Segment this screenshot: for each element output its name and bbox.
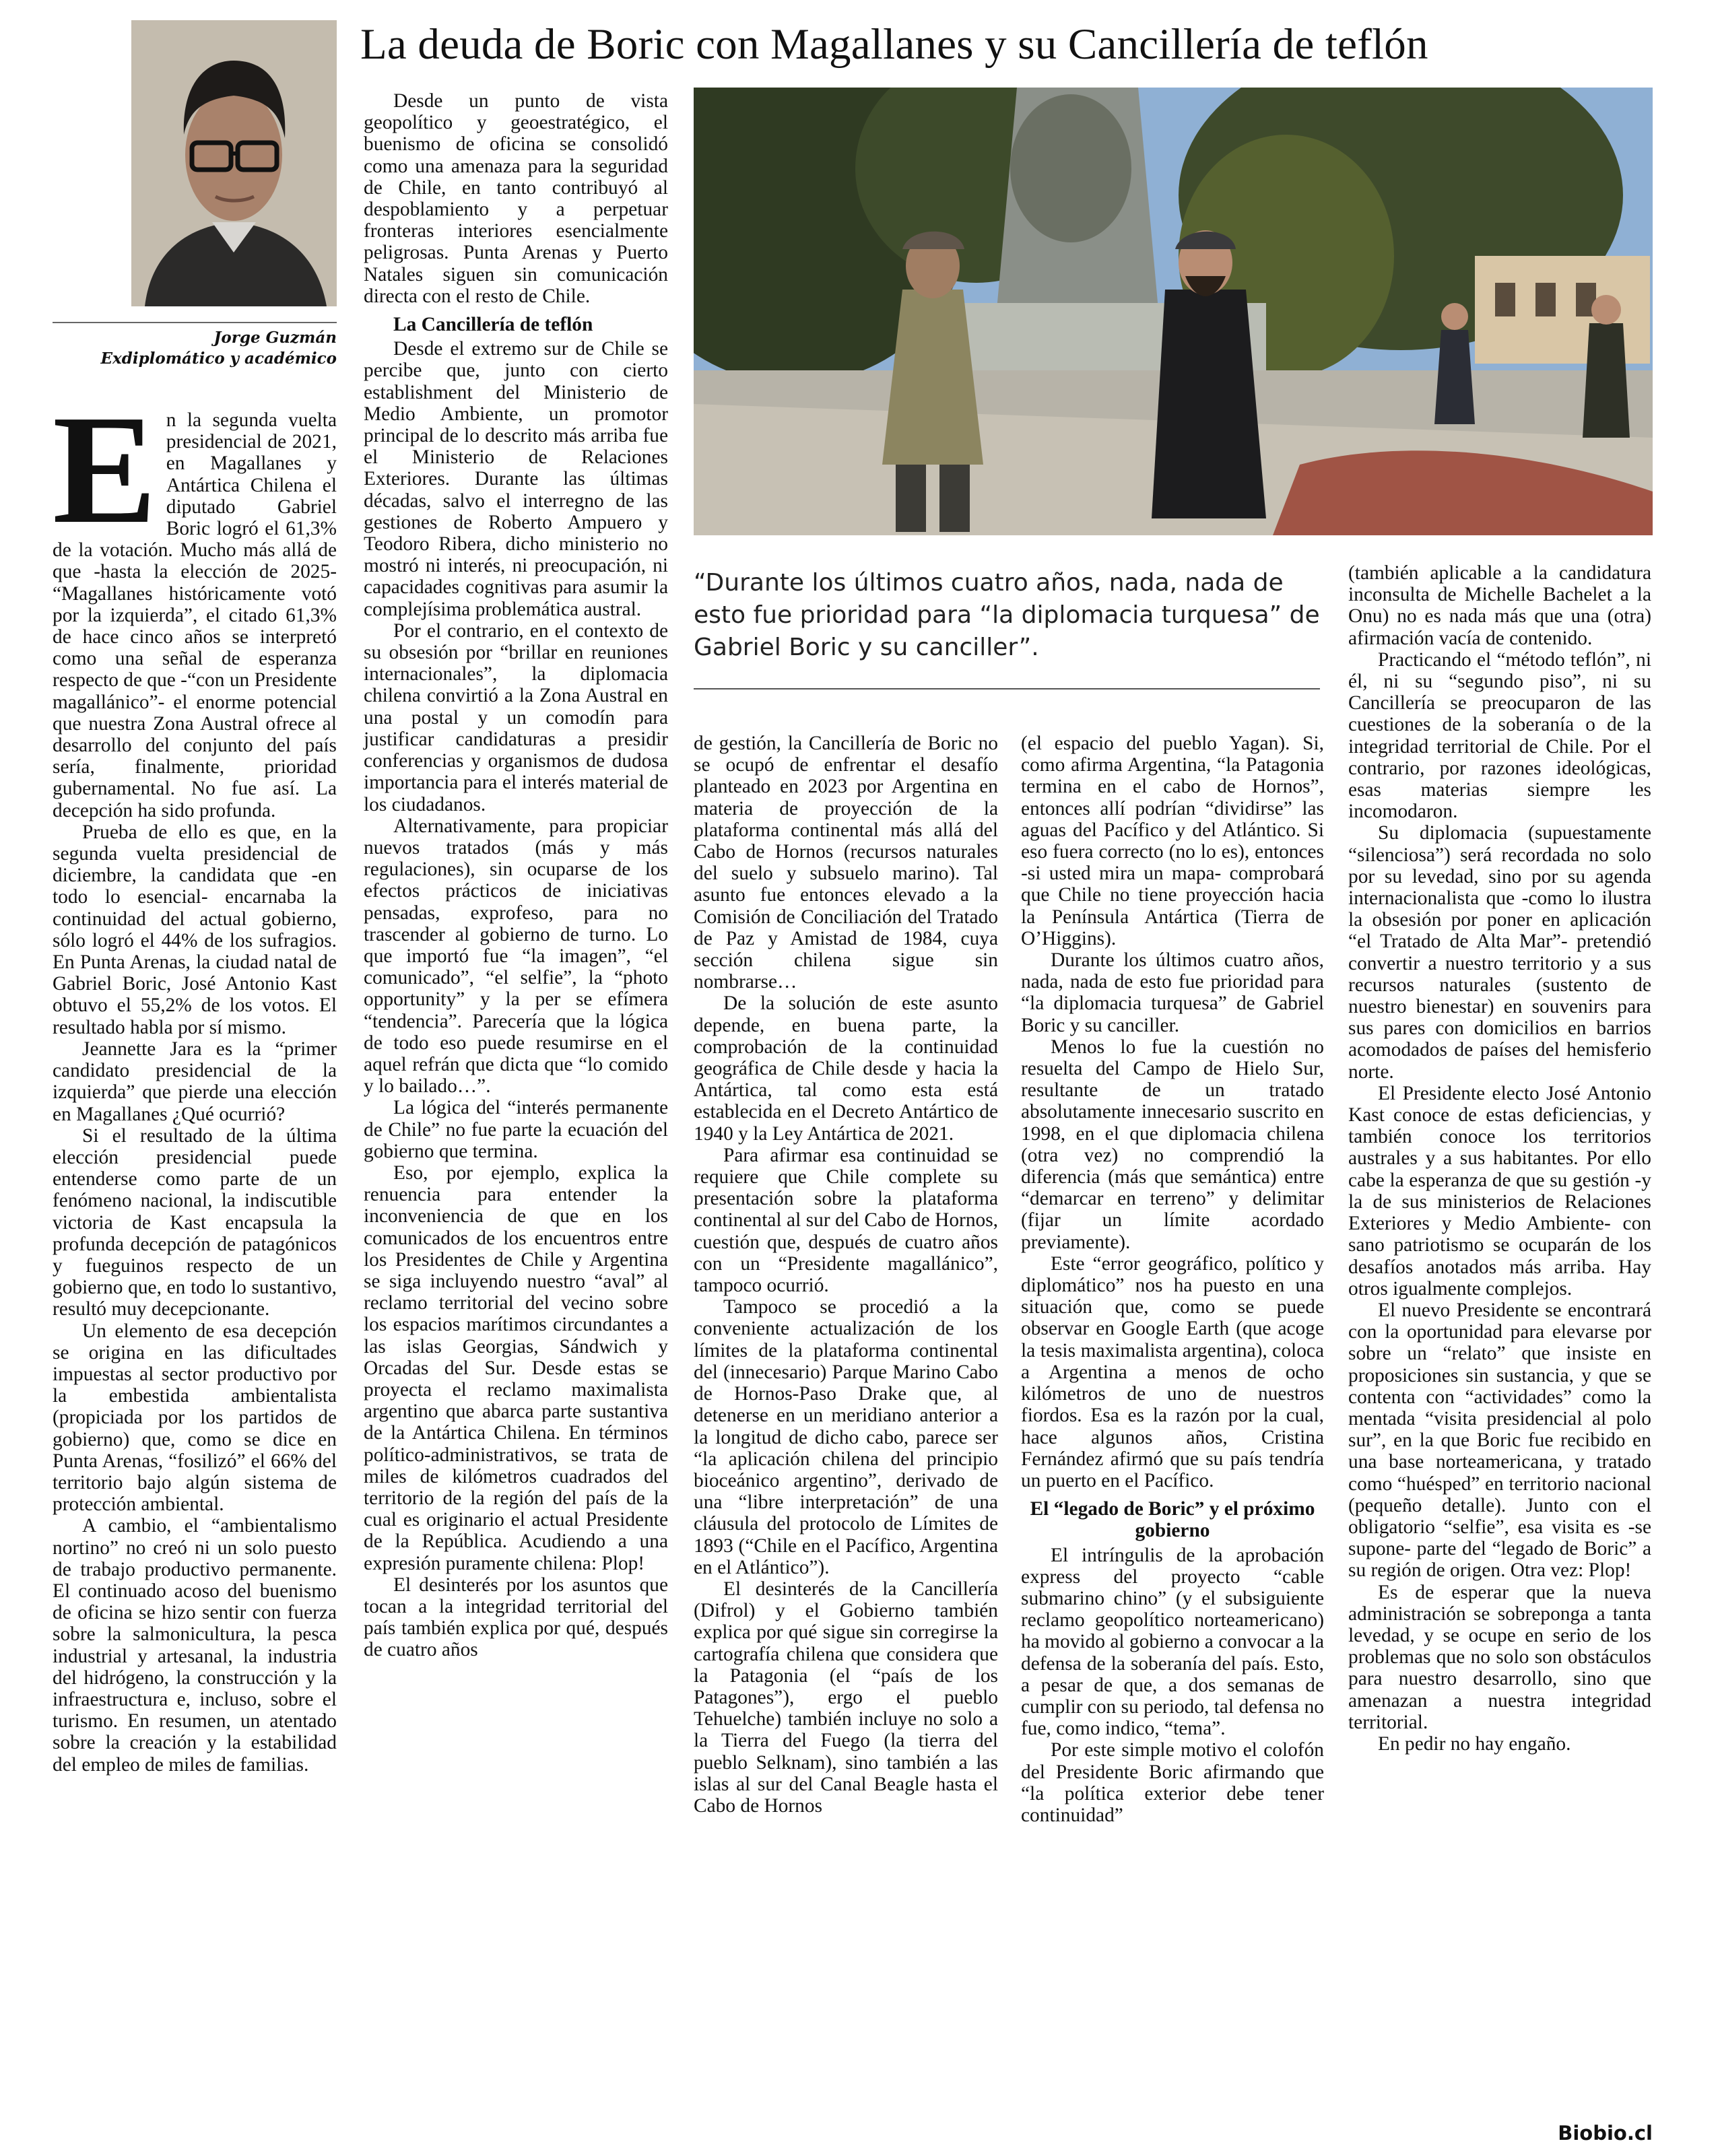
paragraph: De la solución de este asunto depende, en buena parte, la comprobación de la continuidad geográfica de Chile desde y hacia la Antártica, tal como esta está establecida en el Decreto Antártico de 1940 y la Ley Antártica de 2021. (694, 992, 998, 1145)
author-rule (53, 322, 337, 323)
paragraph: Es de esperar que la nueva administración se sobreponga a tanta levedad, y se ocupe en serio de los problemas que no solo son obstáculos para nuestro desarrollo, sino que amenazan a nuestra integridad territorial. (1348, 1581, 1651, 1733)
source-credit: Biobio.cl (1558, 2122, 1653, 2145)
author-role: Exdiplomático y académico (100, 349, 337, 368)
pull-quote: “Durante los últimos cuatro años, nada, nada de esto fue prioridad para “la diplomacia turquesa” de Gabriel Boric y su canciller”. (694, 569, 1320, 661)
paragraph: El desinterés por los asuntos que tocan a la integridad territorial del país también explica por qué, después de cuatro años (364, 1574, 668, 1661)
paragraph: Durante los últimos cuatro años, nada, nada de esto fue prioridad para “la diplomacia turquesa” de Gabriel Boric y su canciller. (1021, 949, 1324, 1036)
subheading: La Cancillería de teflón (393, 314, 593, 336)
drop-cap: E (53, 383, 157, 556)
paragraph: A cambio, el “ambientalismo nortino” no creó ni un solo puesto de trabajo productivo permanente. El continuado acoso del buenismo de oficina se hizo sentir con fuerza sobre la salmonicultura, la pesca industrial y artesanal, la industria del hidrógeno, la construcción y la infraestructura e, incluso, sobre el turismo. En resumen, un atentado sobre la creación y la estabilidad del empleo de miles de familias. (53, 1515, 337, 1776)
paragraph: Menos lo fue la cuestión no resuelta del Campo de Hielo Sur, resultante de un tratado absolutamente innecesario suscrito en 1998, en el que diplomacia chilena (otra vez) no comprendió la diferencia (más que semántica) entre “demarcar en terreno” y delimitar (fijar un límite acordado previamente). (1021, 1036, 1324, 1253)
paragraph: Eso, por ejemplo, explica la renuencia para entender la inconveniencia de que en los comunicados de los encuentros entre los Presidentes de Chile y Argentina se siga incluyendo nuestro “aval” al reclamo territorial del vecino sobre los espacios marítimos circundantes a las islas Georgias, Sándwich y Orcadas del Sur. Desde estas se proyecta el reclamo maximalista argentino que abarca parte sustantiva de la Antártica Chilena. En términos político-administrativos, se trata de miles de kilómetros cuadrados del territorio de la región del país de la cual es originario el actual Presidente de la República. Acudiendo a una expresión puramente chilena: Plop! (364, 1161, 668, 1574)
paragraph: Prueba de ello es que, en la segunda vuelta presidencial de diciembre, la candidata que -en todo lo esencial- encarnaba la continuidad del actual gobierno, sólo logró el 44% de los sufragios. En Punta Arenas, la ciudad natal de Gabriel Boric, José Antonio Kast obtuvo el 55,2% de los votos. El resultado habla por sí mismo. (53, 821, 337, 1038)
paragraph: Para afirmar esa continuidad se requiere que Chile complete su presentación sobre la plataforma continental al sur del Cabo de Hornos, cuestión que, después de cuatro años con un “Presidente magallánico”, tampoco ocurrió. (694, 1144, 998, 1297)
author-name: Jorge Guzmán (213, 329, 337, 347)
author-photo (131, 20, 337, 306)
column-3 (694, 733, 998, 1817)
column-5 (1348, 562, 1651, 1755)
paragraph: En pedir no hay engaño. (1378, 1732, 1571, 1755)
subheading: El “legado de Boric” y el próximo gobierno (1030, 1498, 1315, 1542)
paragraph: de gestión, la Cancillería de Boric no se ocupó de enfrentar el desafío planteado en 2023 por Argentina en materia de proyección de la plataforma continental más allá del Cabo de Hornos (recursos naturales del suelo y subsuelo marino). Tal asunto fue entonces elevado a la Comisión de Conciliación del Tratado de Paz y Amistad de 1984, cuya sección chilena sigue sin nombrarse… (694, 733, 998, 993)
paragraph: El desinterés de la Cancillería (Difrol) y el Gobierno también explica por qué sigue sin corregirse la cartografía chilena que considera que la Patagonia (el “país de los Patagones”), ergo el pueblo Tehuelche) también incluye no solo a la Tierra del Fuego (la tierra del pueblo Selknam), sino también a las islas al sur del Canal Beagle hasta el Cabo de Hornos (694, 1578, 998, 1817)
column-2 (364, 90, 668, 1661)
paragraph: Practicando el “método teflón”, ni él, ni su “segundo piso”, ni su Cancillería se preocuparon de las cuestiones de la soberanía o de la integridad territorial de Chile. Por el contrario, por razones ideológicas, esas materias siempre les incomodaron. (1348, 648, 1651, 823)
paragraph: El intríngulis de la aprobación express del proyecto “cable submarino chino” (y el subsiguiente reclamo geopolítico norteamericano) ha movido al gobierno a convocar a la defensa de la soberanía del país. Esto, a pesar de que, a dos semanas de cumplir con su periodo, tal defensa no fue, como indico, “tema”. (1021, 1544, 1324, 1740)
column-4 (1021, 733, 1324, 1826)
article-photo (694, 88, 1653, 535)
paragraph: Por este simple motivo el colofón del Presidente Boric afirmando que “la política exterior debe tener continuidad” (1021, 1739, 1324, 1826)
paragraph: Tampoco se procedió a la conveniente actualización de los límites de la plataforma continental del (innecesario) Parque Marino Cabo de Hornos-Paso Drake que, al detenerse en un meridiano anterior a la longitud de dicho cabo, parece ser “la aplicación chilena del principio bioceánico argentino”, derivado de una “libre interpretación” de una cláusula del protocolo de Límites de 1893 (“Chile en el Pacífico, Argentina en el Atlántico”). (694, 1296, 998, 1578)
paragraph: (también aplicable a la candidatura inconsulta de Michelle Bachelet a la Onu) no es nada más que una (otra) afirmación vacía de contenido. (1348, 562, 1651, 649)
headline: La deuda de Boric con Magallanes y su Cancillería de teflón (360, 20, 1428, 69)
paragraph: Desde un punto de vista geopolítico y geoestratégico, el buenismo de oficina se consolidó como una amenaza para la seguridad de Chile, en tanto contribuyó al despoblamiento y a perpetuar fronteras interiores esencialmente peligrosas. Punta Arenas y Puerto Natales siguen sin comunicación directa con el resto de Chile. (364, 90, 668, 307)
paragraph: Por el contrario, en el contexto de su obsesión por “brillar en reuniones internacionales”, la diplomacia chilena convirtió a la Zona Austral en una postal y un comodín para justificar candidaturas a presidir conferencias y organismos de dudosa importancia para el interés material de los ciudadanos. (364, 619, 668, 815)
pull-quote-rule (694, 688, 1320, 689)
paragraph: La lógica del “interés permanente de Chile” no fue parte la ecuación del gobierno que termina. (364, 1097, 668, 1162)
paragraph: Jeannette Jara es la “primer candidato presidencial de la izquierda” que pierde una elección en Magallanes ¿Qué ocurrió? (53, 1038, 337, 1125)
paragraph: Este “error geográfico, político y diplomático” nos ha puesto en una situación que, como se puede observar en Google Earth (que acoge la tesis maximalista argentina), coloca a Argentina a menos de ocho kilómetros de uno de nuestros fiordos. Esa es la razón por la cual, hace algunos años, Cristina Fernández afirmó que su país tendría un puerto en el Pacífico. (1021, 1252, 1324, 1491)
paragraph: Si el resultado de la última elección presidencial puede entenderse como parte de un fenómeno nacional, la indiscutible victoria de Kast encapsula la profunda decepción de patagónicos y fueguinos respecto de un gobierno que, en todo lo sustantivo, resultó muy decepcionante. (53, 1124, 337, 1320)
paragraph: Un elemento de esa decepción se origina en las dificultades impuestas al sector productivo por la embestida ambientalista (propiciada por los partidos de gobierno) que, como se dice en Punta Arenas, “fosilizó” el 66% del territorio bajo algún sistema de protección ambiental. (53, 1320, 337, 1516)
paragraph: Su diplomacia (supuestamente “silenciosa”) será recordada no solo por su levedad, sino por su agenda internacionalista que -como lo ilustra la obsesión por poner en aplicación “el Tratado de Alta Mar”- pretendió convertir a nuestro territorio y a sus recursos naturales (sustento de nuestro bienestar) en souvenirs para sus pares con domicilios en barrios acomodados de países del hemisferio norte. (1348, 822, 1651, 1083)
paragraph: n la segunda vuelta presidencial de 2021, en Magallanes y Antártica Chilena el diputado Gabriel Boric logró el 61,3% de la votación. Mucho más allá de que -hasta la elección de 2025- “Magallanes históricamente votó por la izquierda”, el citado 61,3% de hace cinco años se interpretó como una señal de esperanza respecto de que -“con un Presidente magallánico”- el enorme potencial que nuestra Zona Austral ofrece al desarrollo del conjunto del país sería, finalmente, prioridad gubernamental. No fue así. La decepción ha sido profunda. (53, 409, 337, 821)
paragraph: Desde el extremo sur de Chile se percibe que, junto con cierto establishment del Ministerio de Medio Ambiente, un promotor principal de lo descrito más arriba fue el Ministerio de Relaciones Exteriores. Durante las últimas décadas, salvo el interregno de las gestiones de Roberto Ampuero y Teodoro Ribera, dicho ministerio no mostró ni interés, ni preocupación, ni capacidades cognitivas para asumir la complejísima problemática austral. (364, 338, 668, 620)
paragraph: El Presidente electo José Antonio Kast conoce de estas deficiencias, y también conoce los territorios australes y a sus habitantes. Por ello cabe la esperanza de que su gestión -y la de sus ministerios de Relaciones Exteriores y Medio Ambiente- con sano patriotismo se ocuparán de los desafíos anotados más arriba. Hay otros igualmente complejos. (1348, 1082, 1651, 1300)
paragraph: (el espacio del pueblo Yagan). Si, como afirma Argentina, “la Patagonia termina en el cabo de Hornos”, entonces allí podrían “dividirse” las aguas del Pacífico y del Atlántico. Si eso fuera correcto (no lo es), entonces -si usted mira un mapa- comprobará que Chile no tiene proyección hacia la Península Antártica (Tierra de O’Higgins). (1021, 733, 1324, 949)
paragraph: Alternativamente, para propiciar nuevos tratados (más y más regulaciones), sin ocuparse de los efectos prácticos de iniciativas pensadas, exprofeso, para no trascender al gobierno de turno. Lo que importó fue “la imagen”, “el comunicado”, “el selfie”, la “photo opportunity” y la per se efímera “tendencia”. Parecería que la lógica de todo eso puede resumirse en el aquel refrán que dicta que “lo comido y lo bailado…”. (364, 815, 668, 1098)
column-1 (53, 383, 337, 1776)
paragraph: El nuevo Presidente se encontrará con la oportunidad para elevarse por sobre un “relato” que insiste en proposiciones sin sustancia, y que se contenta con “actividades” como la mentada “visita presidencial al polo sur”, en la que Boric fue recibido en una base norteamericana, y tratado como “huésped” en territorio nacional (pequeño detalle). Junto con el obligatorio “selfie”, esa visita es -se supone- parte del “legado de Boric” a su región de origen. Otra vez: Plop! (1348, 1299, 1651, 1582)
